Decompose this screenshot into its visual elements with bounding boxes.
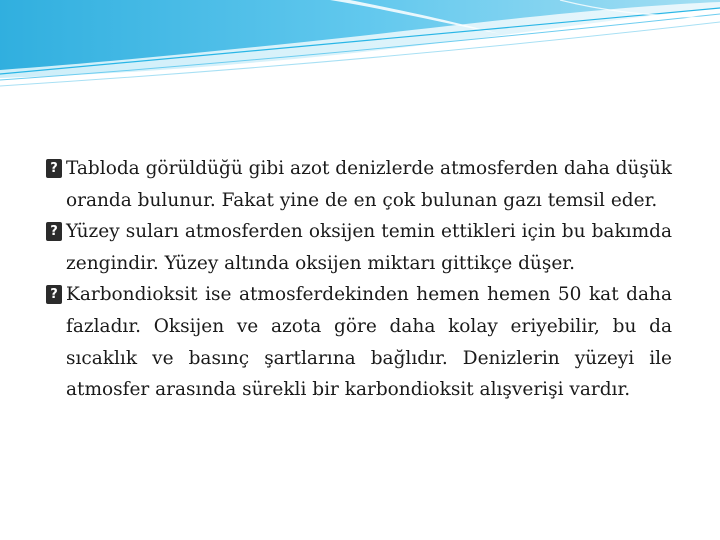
paragraph-text-1: Tabloda görüldüğü gibi azot denizlerde atmosferden daha düşük oranda bulunur. Fakat yine de en çok bulunan gazı temsil eder. — [66, 158, 672, 211]
missing-glyph-icon — [46, 222, 62, 241]
slide-body-text — [46, 153, 672, 406]
missing-glyph-icon — [46, 285, 62, 304]
bullet-paragraph-3 — [46, 279, 672, 405]
header-wave-decoration — [0, 0, 720, 90]
paragraph-text-2: Yüzey suları atmosferden oksijen temin ettikleri için bu bakımda zengindir. Yüzey altında oksijen miktarı gittikçe düşer. — [66, 221, 672, 274]
bullet-paragraph-1 — [46, 153, 672, 216]
paragraph-text-3: Karbondioksit ise atmosferdekinden hemen hemen 50 kat daha fazladır. Oksijen ve azota göre daha kolay eriyebilir, bu da sıcaklık ve basınç şartlarına bağlıdır. Denizlerin yüzeyi ile atmosfer arasında sürekli bir karbondioksit alışverişi vardır. — [66, 284, 672, 401]
missing-glyph-icon — [46, 159, 62, 178]
bullet-paragraph-2 — [46, 216, 672, 279]
